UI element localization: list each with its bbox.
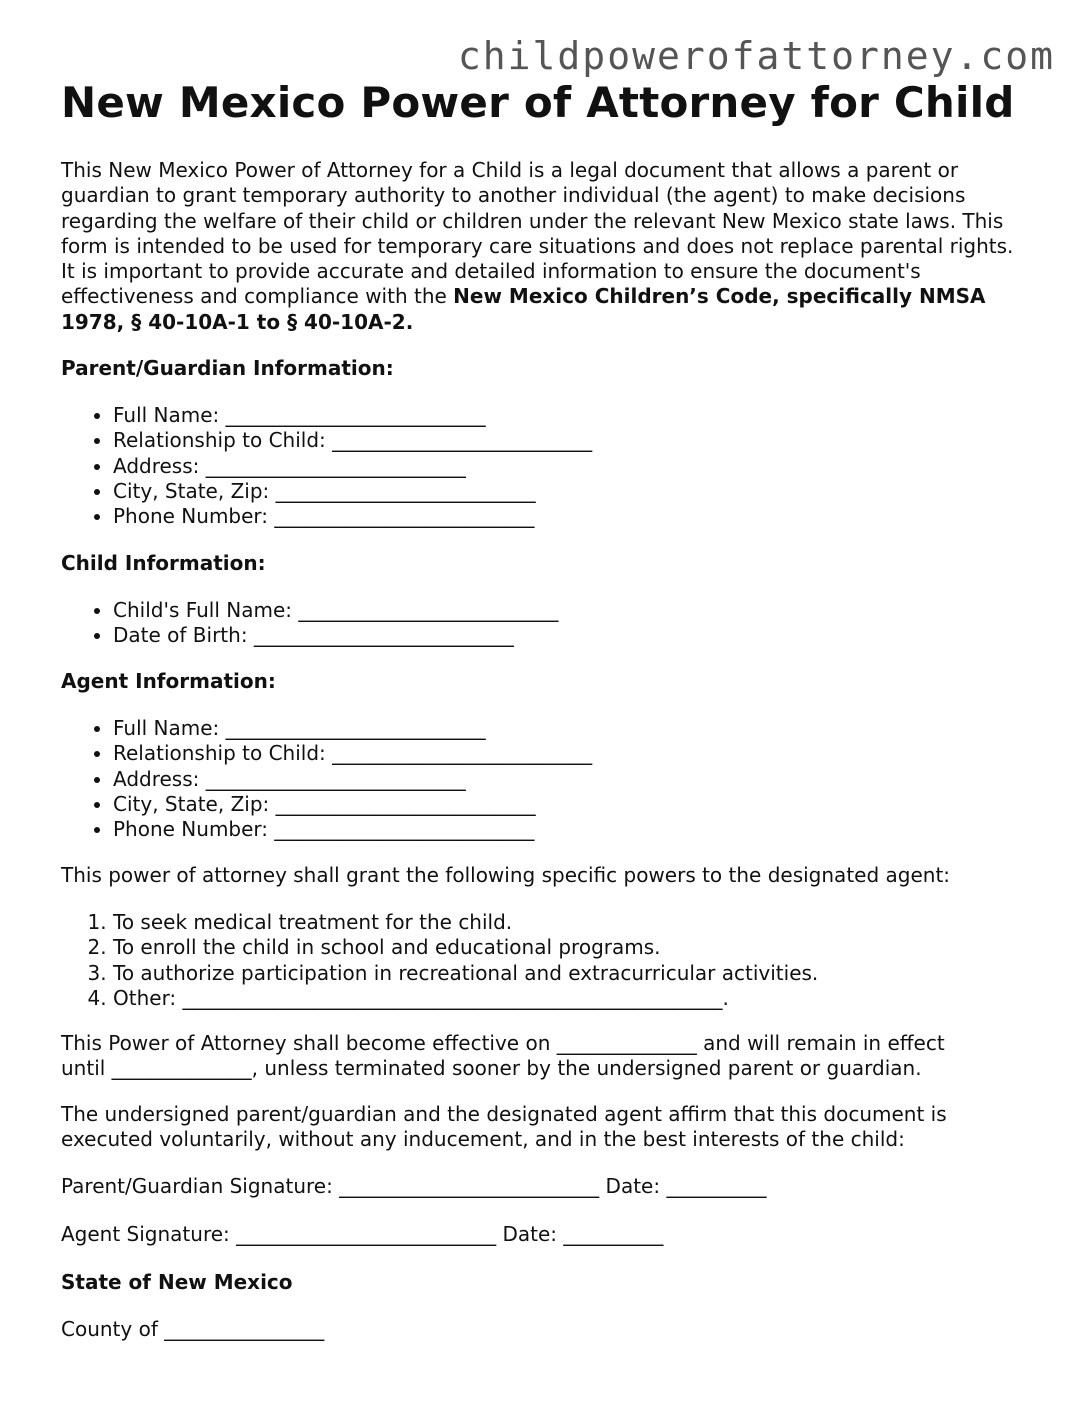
parent-phone-field[interactable]: • Phone Number: __________________________ (113, 504, 1031, 529)
intro-paragraph (61, 158, 1031, 335)
agent-phone-field[interactable]: • Phone Number: __________________________ (113, 817, 1031, 842)
agent-signature-line[interactable]: Agent Signature: __________________________ Date: __________ (61, 1221, 664, 1246)
child-birth-date-field[interactable]: • Date of Birth: __________________________ (113, 623, 1031, 648)
intro-statute-reference: New Mexico Children’s Code, specifically NMSA 1978, § 40-10A-1 to § 40-10A-2. (61, 284, 986, 334)
effective-date-line[interactable]: This Power of Attorney shall become effective on ______________ and will remain in effect (61, 1031, 945, 1056)
parent-section-heading: Parent/Guardian Information: (61, 356, 394, 381)
state-heading: State of New Mexico (61, 1269, 293, 1294)
power-item: 2. To enroll the child in school and educational programs. (113, 935, 1031, 960)
affirmation-paragraph: The undersigned parent/guardian and the designated agent affirm that this document is executed voluntarily, without any inducement, and in the best interests of the child: (61, 1101, 947, 1152)
agent-fields-list (61, 716, 1031, 842)
site-watermark: childpowerofattorney.com (457, 34, 1055, 78)
child-full-name-field[interactable]: • Child's Full Name: __________________________ (113, 598, 1031, 623)
child-fields-list (61, 598, 1031, 649)
powers-list (61, 910, 1031, 1011)
parent-address-field[interactable]: • Address: __________________________ (113, 454, 1031, 479)
county-line[interactable]: County of ________________ (61, 1316, 325, 1341)
child-section-heading: Child Information: (61, 550, 266, 575)
power-item: 1. To seek medical treatment for the child. (113, 910, 1031, 935)
parent-city-state-zip-field[interactable]: • City, State, Zip: __________________________ (113, 479, 1031, 504)
powers-intro: This power of attorney shall grant the following specific powers to the designated agent: (61, 862, 951, 887)
power-other-field[interactable]: 4. Other: ______________________________________________________. (113, 986, 1031, 1011)
parent-signature-line[interactable]: Parent/Guardian Signature: __________________________ Date: __________ (61, 1174, 767, 1199)
agent-city-state-zip-field[interactable]: • City, State, Zip: __________________________ (113, 792, 1031, 817)
agent-address-field[interactable]: • Address: __________________________ (113, 767, 1031, 792)
parent-full-name-field[interactable]: • Full Name: __________________________ (113, 403, 1031, 428)
document-title: New Mexico Power of Attorney for Child (61, 78, 1015, 127)
parent-relationship-field[interactable]: • Relationship to Child: __________________________ (113, 428, 1031, 453)
parent-fields-list (61, 403, 1031, 529)
intro-text: This New Mexico Power of Attorney for a Child is a legal document that allows a parent or guardian to grant temporary authority to another individual (the agent) to make decisions regarding the welfare of their child or children under the relevant New Mexico state laws. This form is intended to be used for temporary care situations and does not replace parental rights. It is important to provide accurate and detailed information to ensure the document's effectiveness and compliance with the (61, 158, 1014, 309)
agent-relationship-field[interactable]: • Relationship to Child: __________________________ (113, 741, 1031, 766)
agent-section-heading: Agent Information: (61, 669, 276, 694)
agent-full-name-field[interactable]: • Full Name: __________________________ (113, 716, 1031, 741)
power-item: 3. To authorize participation in recreational and extracurricular activities. (113, 961, 1031, 986)
expiry-date-line[interactable]: until ______________, unless terminated sooner by the undersigned parent or guardian. (61, 1056, 922, 1081)
effective-dates-paragraph[interactable] (61, 1031, 1031, 1082)
document-page (61, 78, 1031, 1342)
